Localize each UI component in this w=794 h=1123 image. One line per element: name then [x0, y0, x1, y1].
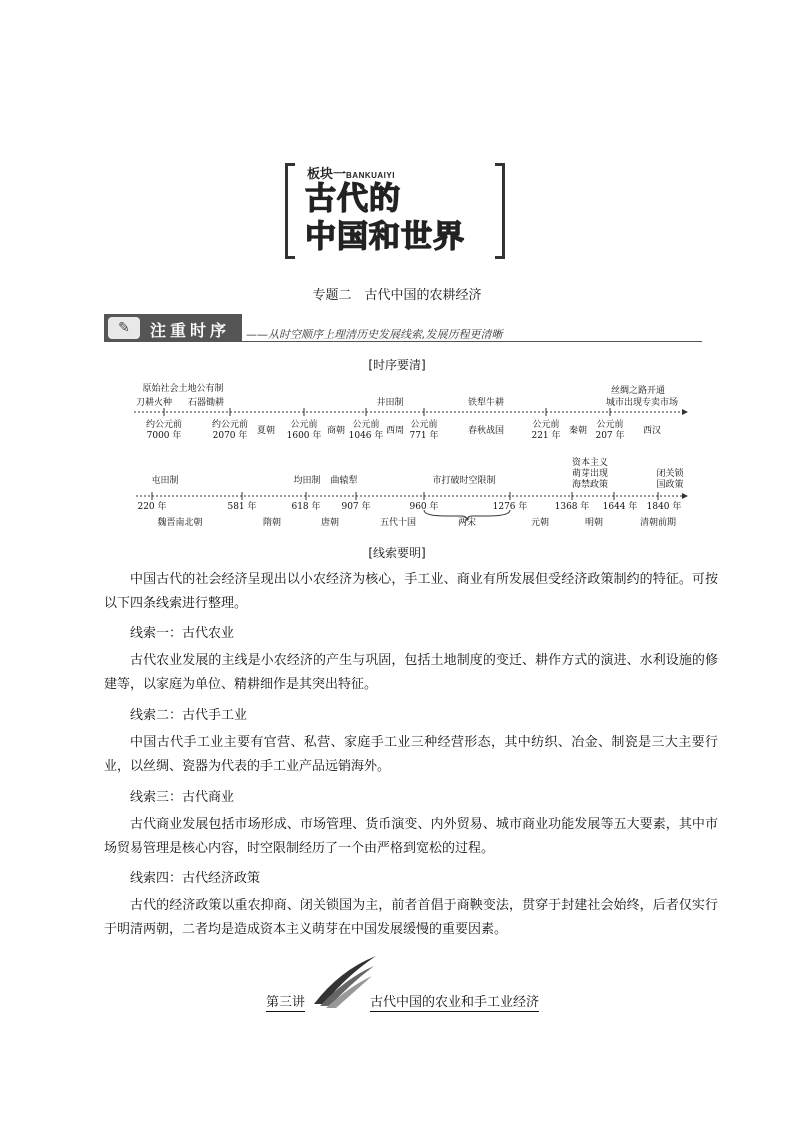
tl1-era-5: 西汉 — [642, 426, 662, 436]
tl2-above-0: 屯田制 — [151, 476, 179, 486]
tl2-tick-4: 960 年 — [409, 502, 439, 512]
clue1-heading: 线索一：古代农业 — [130, 626, 235, 641]
timeline-heading: [时序要清] — [368, 358, 426, 372]
board-title-line1: 古代的 — [305, 181, 401, 217]
tl2-tick-2: 618 年 — [291, 502, 321, 512]
tl2-tick-6: 1368 年 — [554, 502, 590, 512]
tl1-era-2: 西周 — [385, 426, 405, 436]
banner-label: 注重时序 — [150, 321, 231, 340]
tl2-above-2: 曲辕犁 — [330, 476, 358, 486]
pen-icon: ✎ — [108, 317, 140, 339]
tl1-tick-4: 公元前 771 年 — [409, 420, 439, 441]
tl2-tick-5: 1276 年 — [492, 502, 528, 512]
tl1-era-1: 商朝 — [326, 426, 346, 436]
tl1-era-3: 春秋战国 — [467, 426, 505, 436]
clue3-heading: 线索三：古代商业 — [130, 790, 235, 805]
clue4-heading: 线索四：古代经济政策 — [130, 871, 261, 886]
tl1-era-0: 夏朝 — [256, 426, 276, 436]
tl1-above-0: 原始社会土地公有制 — [142, 384, 224, 394]
tl2-above-6: 海禁政策 — [571, 480, 609, 490]
tl2-tick-1: 581 年 — [227, 502, 257, 512]
tl1-above-3: 井田制 — [376, 398, 404, 408]
tl2-era-7: 清朝前期 — [639, 518, 677, 528]
clue2-paragraph: 中国古代手工业主要有官营、私营、家庭手工业三种经营形态，其中纺织、冶金、制瓷是三大主要行业，以丝绸、瓷器为代表的手工业产品远销海外。 — [104, 735, 718, 774]
tl1-above-1: 刀耕火种 — [135, 398, 173, 408]
lecture-title: 古代中国的农业和手工业经济 — [370, 995, 540, 1010]
lecture-number: 第三讲 — [266, 995, 306, 1010]
tl1-above-5: 丝绸之路开通 — [610, 386, 666, 396]
tl2-above-4: 资本主义 — [571, 458, 609, 468]
clue1-paragraph: 古代农业发展的主线是小农经济的产生与巩固，包括土地制度的变迁、耕作方式的演进、水利设施的修建等，以家庭为单位、精耕细作是其突出特征。 — [104, 653, 718, 692]
board-label-text: 板块一 — [307, 167, 347, 182]
board-pinyin: BANKUAIYI — [346, 171, 395, 180]
tl1-above-6: 城市出现专卖市场 — [605, 398, 679, 408]
intro-paragraph: 中国古代的社会经济呈现出以小农经济为核心，手工业、商业有所发展但受经济政策制约的特征。可按以下四条线索进行整理。 — [104, 572, 718, 611]
tl1-era-4: 秦朝 — [568, 426, 588, 436]
tl1-above-4: 铁犁牛耕 — [467, 398, 505, 408]
timeline1-arrow — [682, 409, 688, 415]
subject-title: 专题二 古代中国的农耕经济 — [312, 288, 482, 303]
tl2-tick-0: 220 年 — [137, 502, 167, 512]
tl2-above-5: 萌芽出现 — [571, 469, 609, 479]
tl2-above-8: 国政策 — [656, 480, 684, 490]
tl1-tick-0: 约公元前 7000 年 — [145, 420, 183, 441]
tl2-era-3: 五代十国 — [379, 518, 417, 528]
tl2-above-1: 均田制 — [293, 476, 321, 486]
tl1-above-2: 石器锄耕 — [187, 398, 225, 408]
clue-heading: [线索要明] — [368, 546, 426, 560]
board-title-line2: 中国和世界 — [305, 219, 465, 255]
clue4-paragraph: 古代的经济政策以重农抑商、闭关锁国为主，前者首倡于商鞅变法，贯穿于封建社会始终，后者仅实行于明清两朝，二者均是造成资本主义萌芽在中国发展缓慢的重要因素。 — [104, 898, 718, 937]
tl1-tick-5: 公元前 221 年 — [531, 420, 561, 441]
tl2-era-6: 明朝 — [584, 518, 604, 528]
tl2-era-4: 两宋 — [457, 518, 477, 528]
tl1-tick-2: 公元前 1600 年 — [286, 420, 322, 441]
tl2-above-3: 市打破时空限制 — [432, 476, 496, 486]
clue2-heading: 线索二：古代手工业 — [130, 708, 248, 723]
tl2-tick-8: 1840 年 — [646, 502, 682, 512]
tl1-tick-1: 约公元前 2070 年 — [211, 420, 249, 441]
tl2-above-7: 闭关锁 — [656, 469, 684, 479]
tl2-era-2: 唐朝 — [320, 518, 340, 528]
clue3-paragraph: 古代商业发展包括市场形成、市场管理、货币演变、内外贸易、城市商业功能发展等五大要素，其中市场贸易管理是核心内容，时空限制经历了一个由严格到宽松的过程。 — [104, 817, 718, 856]
banner-subtitle: ——从时空顺序上理清历史发展线索,发展历程更清晰 — [246, 328, 503, 341]
tl1-tick-3: 公元前 1046 年 — [348, 420, 384, 441]
tl1-tick-6: 公元前 207 年 — [595, 420, 625, 441]
tl2-tick-3: 907 年 — [341, 502, 371, 512]
tl2-era-5: 元朝 — [530, 518, 550, 528]
timeline2-arrow — [682, 493, 688, 499]
tl2-era-0: 魏晋南北朝 — [157, 518, 203, 528]
tl2-tick-7: 1644 年 — [602, 502, 638, 512]
tl2-era-1: 隋朝 — [262, 518, 282, 528]
